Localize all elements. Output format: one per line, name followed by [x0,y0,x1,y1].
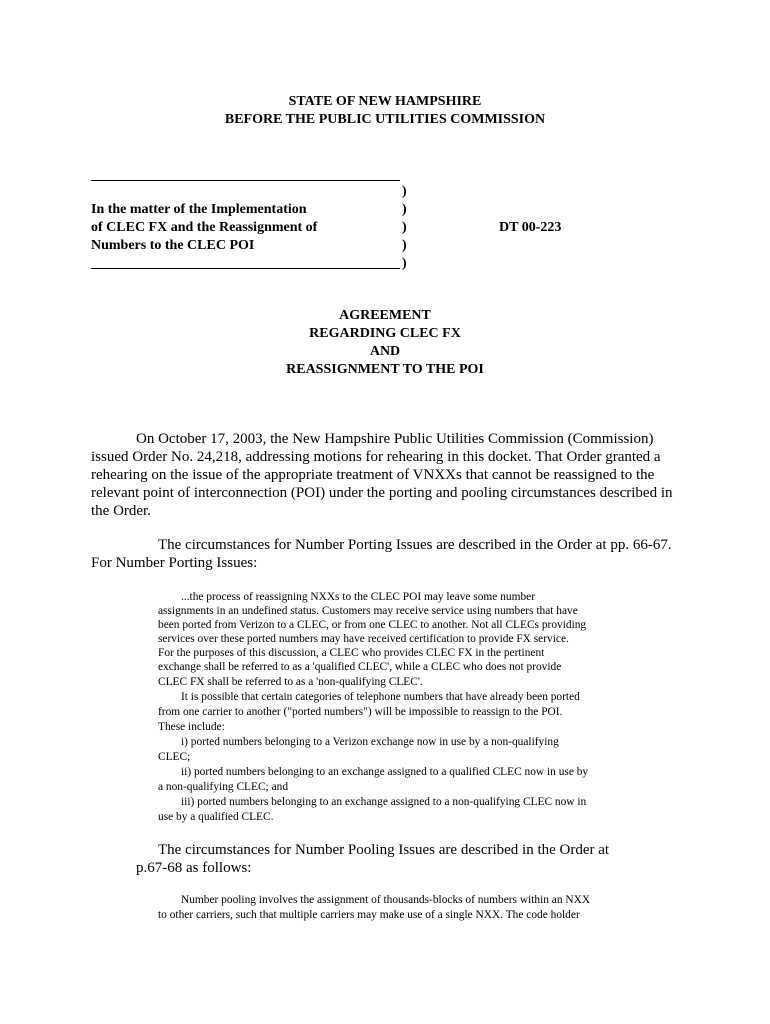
caption-line-2: of CLEC FX and the Reassignment of [91,220,318,235]
quote1-line-10: These include: [158,721,225,733]
caption-paren-5: ) [402,256,407,271]
title-line-3: AND [369,344,401,359]
caption-line-1: In the matter of the Implementation [91,202,307,217]
quote1-line-14: a non-qualifying CLEC; and [158,781,289,793]
paragraph1-line-2: issued Order No. 24,218, addressing motions for rehearing in this docket. That Order granted a [91,449,661,465]
quote1-line-6: exchange shall be referred to as a 'qualified CLEC', while a CLEC who does not provide [158,661,562,673]
quote1-line-5: For the purposes of this discussion, a CLEC who provides CLEC FX in the pertinent [158,647,545,659]
paragraph1-line-1: On October 17, 2003, the New Hampshire Public Utilities Commission (Commission) [136,431,654,447]
paragraph1-line-4: relevant point of interconnection (POI) under the porting and pooling circumstances described in [91,485,673,501]
quote1-line-16: use by a qualified CLEC. [158,811,274,823]
caption-line-3: Numbers to the CLEC POI [91,238,255,253]
paragraph2-line-2: For Number Porting Issues: [91,555,258,571]
caption-paren-3: ) [402,220,407,235]
quote1-line-8: It is possible that certain categories of telephone numbers that have already been ported [181,691,580,703]
quote1-line-11: i) ported numbers belonging to a Verizon exchange now in use by a non-qualifying [181,736,559,748]
quote1-line-1: ...the process of reassigning NXXs to the CLEC POI may leave some number [181,591,535,603]
paragraph1-line-3: rehearing on the issue of the appropriate treatment of VNXXs that cannot be reassigned to the [91,467,655,483]
title-line-4: REASSIGNMENT TO THE POI [286,362,484,377]
title-line-1: AGREEMENT [339,308,431,323]
paragraph3-line-2: p.67-68 as follows: [136,860,252,876]
quote2-line-1: Number pooling involves the assignment of thousands-blocks of numbers within an NXX [181,894,591,906]
quote1-line-12: CLEC; [158,751,191,763]
quote1-line-4: services over these ported numbers may have received certification to provide FX service. [158,633,569,645]
quote1-line-3: been ported from Verizon to a CLEC, or from one CLEC to another. Not all CLECs providing [158,619,587,631]
paragraph2-line-1: The circumstances for Number Porting Issues are described in the Order at pp. 66-67. [158,537,672,553]
quote1-line-9: from one carrier to another ("ported numbers") will be impossible to reassign to the POI. [158,706,563,718]
quote1-line-13: ii) ported numbers belonging to an exchange assigned to a qualified CLEC now in use by [181,766,589,778]
commission-heading: BEFORE THE PUBLIC UTILITIES COMMISSION [224,112,546,127]
paragraph1-line-5: the Order. [91,503,151,519]
quote1-line-2: assignments in an undefined status. Customers may receive service using numbers that have [158,605,578,617]
paragraph3-line-1: The circumstances for Number Pooling Issues are described in the Order at [158,842,610,858]
quote1-line-15: iii) ported numbers belonging to an exchange assigned to a non-qualifying CLEC now in [181,796,587,808]
state-heading: STATE OF NEW HAMPSHIRE [288,94,482,109]
caption-paren-2: ) [402,202,407,217]
quote2-line-2: to other carriers, such that multiple carriers may make use of a single NXX. The code holder [158,909,580,921]
caption-paren-4: ) [402,238,407,253]
quote1-line-7: CLEC FX shall be referred to as a 'non-qualifying CLEC'. [158,676,423,688]
docket-number: DT 00-223 [499,220,562,235]
caption-paren-1: ) [402,184,407,199]
caption-bottom-rule [91,268,400,269]
caption-top-rule [91,180,400,181]
title-line-2: REGARDING CLEC FX [309,326,461,341]
